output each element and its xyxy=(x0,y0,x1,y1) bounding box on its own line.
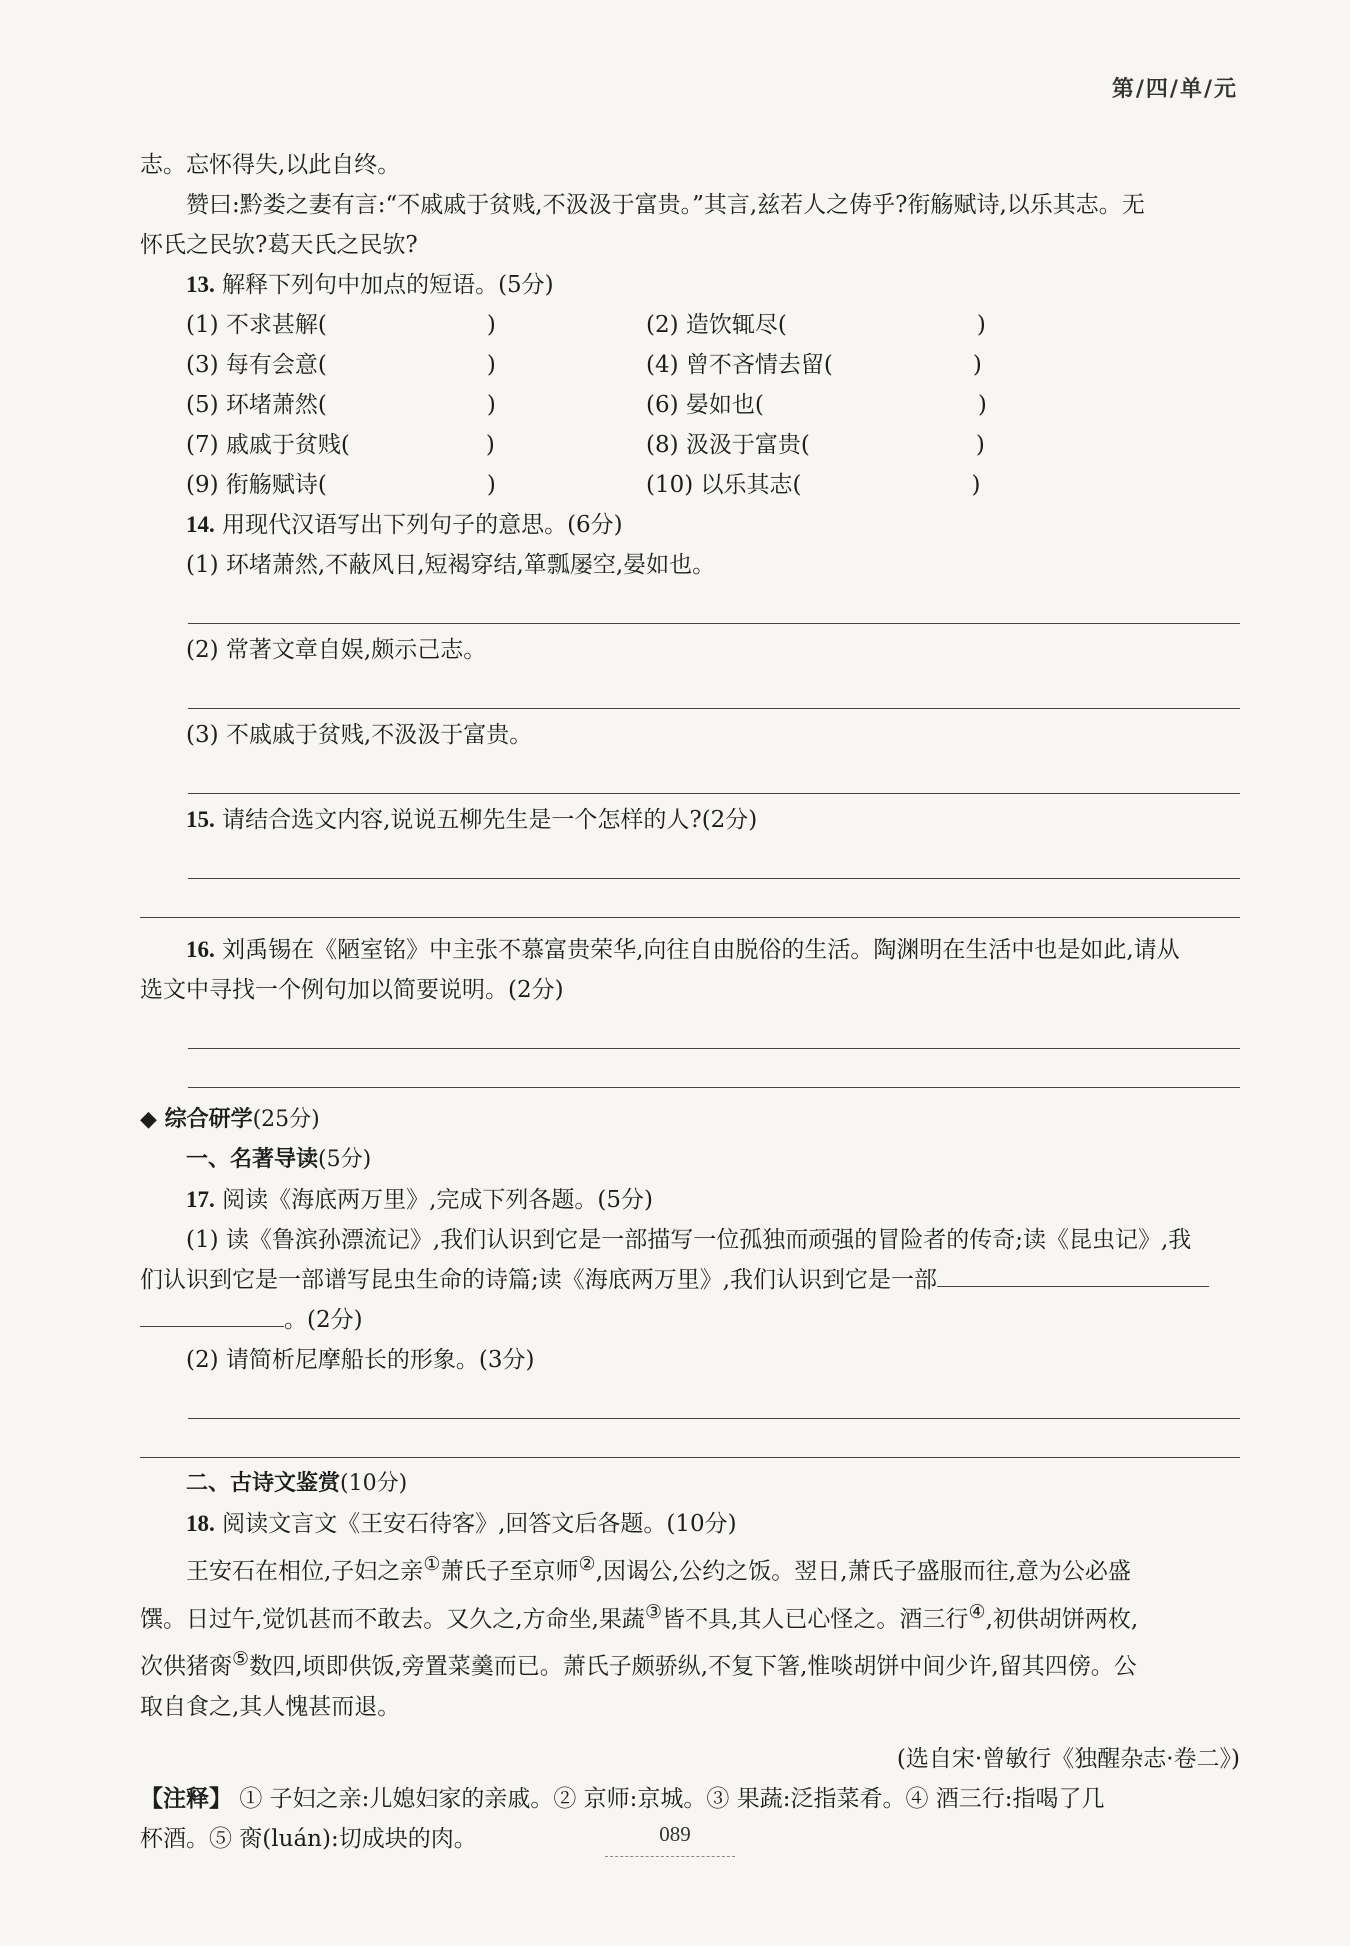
question-text: 阅读《海底两万里》,完成下列各题。(5分) xyxy=(222,1187,653,1213)
passage-line: 赞曰:黔娄之妻有言:“不戚戚于贫贱,不汲汲于富贵。”其言,兹若人之俦乎?衔觞赋诗,以乐其志。无 xyxy=(186,192,1145,218)
phrase-item xyxy=(186,425,646,465)
unit-header: 第/四/单/元 xyxy=(1111,77,1238,102)
footnote-mark: ⑤ xyxy=(232,1647,250,1671)
text-part: 皆不具,其人已心怪之。酒三行 xyxy=(662,1606,969,1633)
answer-line[interactable] xyxy=(188,840,1240,879)
phrase-label: (6) 晏如也( xyxy=(646,392,764,418)
footnote-mark: ③ xyxy=(644,1599,663,1623)
answer-line[interactable] xyxy=(188,585,1240,624)
question-17 xyxy=(140,1180,1240,1220)
paren-close: ) xyxy=(486,312,496,338)
question-13 xyxy=(140,265,1240,305)
question-number: 15. xyxy=(186,807,215,832)
paren-close: ) xyxy=(486,352,496,378)
phrase-label: (8) 汲汲于富贵( xyxy=(646,432,810,458)
part-title xyxy=(140,1464,1240,1504)
answer-line[interactable] xyxy=(188,1049,1240,1088)
section-title-text: ◆ 综合研学 xyxy=(140,1107,253,1132)
part-title-text: 一、名著导读 xyxy=(186,1147,319,1172)
phrase-item xyxy=(186,345,646,385)
text-part: 次供猪脔 xyxy=(140,1653,232,1680)
question-text-cont: 选文中寻找一个例句加以简要说明。(2分) xyxy=(140,977,564,1003)
question-16 xyxy=(140,930,1240,970)
footnote-mark: ④ xyxy=(968,1599,986,1623)
question-text: 请结合选文内容,说说五柳先生是一个怎样的人?(2分) xyxy=(222,807,758,833)
note-label: 【注释】 xyxy=(140,1785,232,1812)
page-number-rule xyxy=(605,1856,735,1857)
paren-close: ) xyxy=(975,432,985,458)
answer-line[interactable] xyxy=(188,1010,1240,1049)
sub-question-text: (1) 读《鲁滨孙漂流记》,我们认识到它是一部描写一位孤独而顽强的冒险者的传奇;读《昆虫记》,我 xyxy=(186,1227,1192,1253)
answer-line[interactable] xyxy=(188,755,1240,794)
footnote-mark: ① xyxy=(423,1552,441,1575)
question-15 xyxy=(140,800,1240,840)
phrase-label: (5) 环堵萧然( xyxy=(186,392,327,418)
answer-line[interactable] xyxy=(188,670,1240,709)
question-number: 14. xyxy=(186,512,215,537)
text-part: 数四,顷即供饭,旁置菜羹而已。萧氏子颇骄纵,不复下箸,惟啖胡饼中间少许,留其四傍。公 xyxy=(249,1653,1137,1680)
phrase-label: (1) 不求甚解( xyxy=(186,312,327,338)
classical-text-line xyxy=(140,1639,1240,1687)
answer-line[interactable] xyxy=(140,879,1240,918)
content xyxy=(140,145,1240,1859)
text-part: ,因谒公,公约之饭。翌日,萧氏子盛服而往,意为公必盛 xyxy=(595,1558,1131,1585)
classical-text-line xyxy=(140,1592,1240,1640)
part-score: (10分) xyxy=(340,1471,408,1496)
sentence-item: (1) 环堵萧然,不蔽风日,短褐穿结,箪瓢屡空,晏如也。 xyxy=(186,552,716,578)
fill-blank[interactable] xyxy=(937,1262,1209,1287)
sentence-item: (3) 不戚戚于贫贱,不汲汲于富贵。 xyxy=(186,722,533,748)
phrase-item xyxy=(646,345,1106,385)
passage-line: 志。忘怀得失,以此自终。 xyxy=(140,152,401,178)
question-number: 13. xyxy=(186,272,215,297)
phrase-list xyxy=(140,305,1240,505)
question-text: 解释下列句中加点的短语。(5分) xyxy=(222,272,554,298)
text-part: 王安石在相位,子妇之亲 xyxy=(186,1558,424,1585)
page-number: 089 xyxy=(659,1822,691,1846)
classical-text-line: 取自食之,其人愧甚而退。 xyxy=(140,1693,401,1720)
section-score: (25分) xyxy=(252,1107,320,1132)
question-number: 17. xyxy=(186,1187,215,1212)
phrase-item xyxy=(646,305,1106,345)
phrase-item xyxy=(186,385,646,425)
note-line: 杯酒。⑤ 脔(luán):切成块的肉。 xyxy=(140,1825,477,1852)
sub-question-text xyxy=(140,1260,1240,1300)
question-text: 刘禹锡在《陋室铭》中主张不慕富贵荣华,向往自由脱俗的生活。陶渊明在生活中也是如此,请从 xyxy=(222,937,1180,963)
note-text: ① 子妇之亲:儿媳妇家的亲戚。② 京师:京城。③ 果蔬:泛指菜肴。④ 酒三行:指喝了几 xyxy=(239,1785,1105,1812)
part-score: (5分) xyxy=(318,1147,372,1172)
phrase-item xyxy=(186,305,646,345)
phrase-label: (4) 曾不吝情去留( xyxy=(646,352,833,378)
question-number: 16. xyxy=(186,937,215,962)
phrase-label: (7) 戚戚于贫贱( xyxy=(186,432,350,458)
text-part: 馔。日过午,觉饥甚而不敢去。又久之,方命坐,果蔬 xyxy=(140,1606,645,1633)
passage-line: 怀氏之民欤?葛天氏之民欤? xyxy=(140,232,418,258)
paren-close: ) xyxy=(971,472,981,498)
text-part: 萧氏子至京师 xyxy=(440,1558,579,1585)
paren-close: ) xyxy=(972,352,982,378)
question-text: 阅读文言文《王安石待客》,回答文后各题。(10分) xyxy=(222,1511,737,1537)
phrase-item xyxy=(646,385,1106,425)
question-14 xyxy=(140,505,1240,545)
answer-line[interactable] xyxy=(140,1419,1240,1458)
footnote-mark: ② xyxy=(578,1552,596,1575)
question-number: 18. xyxy=(186,1511,215,1536)
paren-close: ) xyxy=(977,392,987,418)
paren-close: ) xyxy=(976,312,986,338)
source-citation: (选自宋·曾敏行《独醒杂志·卷二》) xyxy=(896,1745,1240,1772)
answer-line[interactable] xyxy=(188,1380,1240,1419)
phrase-item xyxy=(186,465,646,505)
text-part: ,初供胡饼两枚, xyxy=(985,1606,1139,1633)
phrase-label: (2) 造饮辄尽( xyxy=(646,312,787,338)
paren-close: ) xyxy=(485,432,495,458)
note-line xyxy=(140,1779,1240,1819)
sub-question-text-part: 们认识到它是一部谱写昆虫生命的诗篇;读《海底两万里》,我们认识到它是一部 xyxy=(140,1267,938,1293)
sentence-item: (2) 常著文章自娱,颇示己志。 xyxy=(186,637,487,663)
phrase-item xyxy=(646,465,1106,505)
question-text: 用现代汉语写出下列句子的意思。(6分) xyxy=(222,512,623,538)
section-title xyxy=(140,1100,1240,1140)
classical-text-line xyxy=(140,1544,1240,1592)
question-18 xyxy=(140,1504,1240,1544)
sub-question-text xyxy=(140,1300,1240,1340)
fill-blank[interactable] xyxy=(140,1302,284,1327)
sub-question-text-part: 。(2分) xyxy=(284,1307,363,1333)
sub-question-text: (2) 请简析尼摩船长的形象。(3分) xyxy=(186,1347,535,1373)
part-title xyxy=(140,1140,1240,1180)
paren-close: ) xyxy=(486,392,496,418)
paren-close: ) xyxy=(486,472,496,498)
phrase-label: (3) 每有会意( xyxy=(186,352,327,378)
phrase-label: (9) 衔觞赋诗( xyxy=(186,472,327,498)
part-title-text: 二、古诗文鉴赏 xyxy=(186,1471,341,1496)
phrase-item xyxy=(646,425,1106,465)
phrase-label: (10) 以乐其志( xyxy=(646,472,802,498)
